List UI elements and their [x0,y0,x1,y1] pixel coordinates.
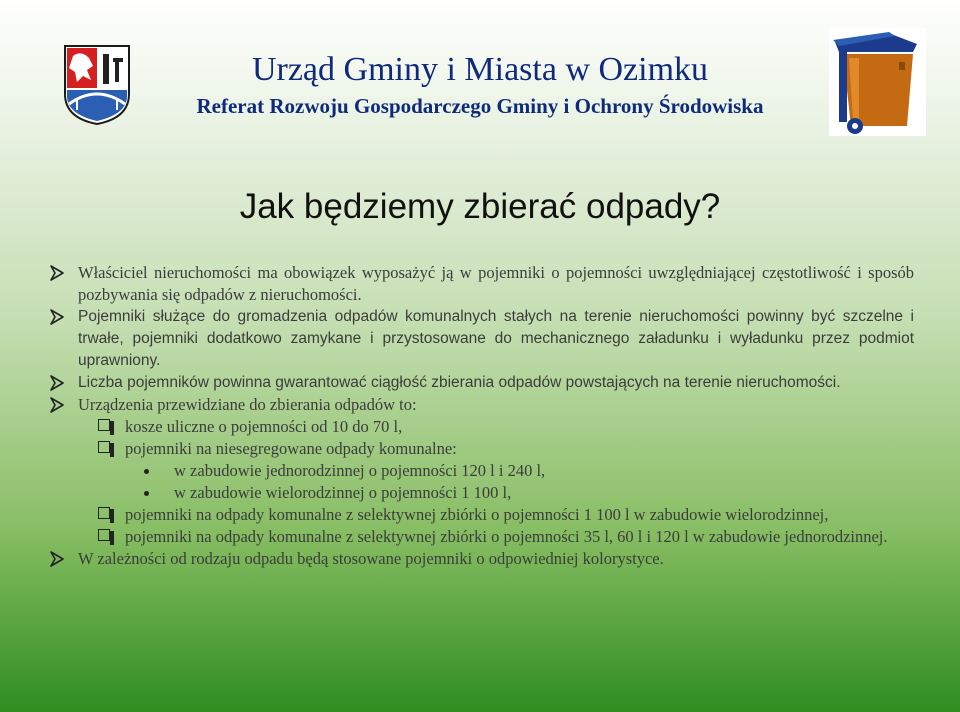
list-item [48,306,914,372]
nested-list-item-text: w zabudowie wielorodzinnej o pojemności 1 100 l, [174,483,512,502]
list-item [48,548,914,570]
arrow-bullet-icon [48,264,66,282]
sub-list-item [48,526,914,548]
list-item-text: W zależności od rodzaju odpadu będą stosowane pojemniki o odpowiedniej kolorystyce. [78,549,664,568]
sub-list-item-text: pojemniki na niesegregowane odpady komunalne: [125,439,457,458]
sub-list-item-text: pojemniki na odpady komunalne z selektywnej zbiórki o pojemności 1 100 l w zabudowie wielorodzinnej, [125,505,829,524]
arrow-bullet-icon [48,308,66,326]
nested-list-item-text: w zabudowie jednorodzinnej o pojemności 120 l i 240 l, [174,461,546,480]
dot-bullet-icon [144,469,149,474]
nested-list-item [48,460,914,482]
arrow-bullet-icon [48,550,66,568]
page-title: Urząd Gminy i Miasta w Ozimku [251,51,709,88]
dot-bullet-icon [144,491,149,496]
section-heading: Jak będziemy zbierać odpady? [239,187,721,226]
nested-list-item [48,482,914,504]
sub-list-item-text: pojemniki na odpady komunalne z selektywnej zbiórki o pojemności 35 l, 60 l i 120 l w zabudowie jednorodzinnej. [125,527,888,546]
bullet-list [48,262,914,570]
checkbox-bullet-icon [98,419,110,431]
arrow-bullet-icon [48,396,66,414]
checkbox-bullet-icon [98,507,110,519]
sub-list-item [48,504,914,526]
coat-of-arms-icon [63,44,131,126]
list-item [48,394,914,416]
checkbox-bullet-icon [98,441,110,453]
list-item-text: Właściciel nieruchomości ma obowiązek wyposażyć ją w pojemniki o pojemności uwzględniającej częstotliwość i sposób pozbywania się odpadów z nieruchomości. [78,263,914,304]
list-item-text: Urządzenia przewidziane do zbierania odpadów to: [78,395,417,414]
list-item [48,262,914,306]
sub-list-item [48,416,914,438]
waste-bin-icon [829,28,926,136]
arrow-bullet-icon [48,374,66,392]
list-item-text: Pojemniki służące do gromadzenia odpadów komunalnych stałych na terenie nieruchomości powinny być szczelne i trwałe, pojemniki dodatkowo zamykane i przystosowane do mechanicznego załadunku i wyładunku przez podmiot uprawniony. [78,308,914,369]
sub-list-item [48,438,914,460]
checkbox-bullet-icon [98,529,110,541]
list-item-text: Liczba pojemników powinna gwarantować ciągłość zbierania odpadów powstających na terenie nieruchomości. [78,374,841,391]
sub-list-item-text: kosze uliczne o pojemności od 10 do 70 l, [125,417,403,436]
page-subtitle: Referat Rozwoju Gospodarczego Gminy i Ochrony Środowiska [196,94,764,118]
list-item [48,372,914,394]
